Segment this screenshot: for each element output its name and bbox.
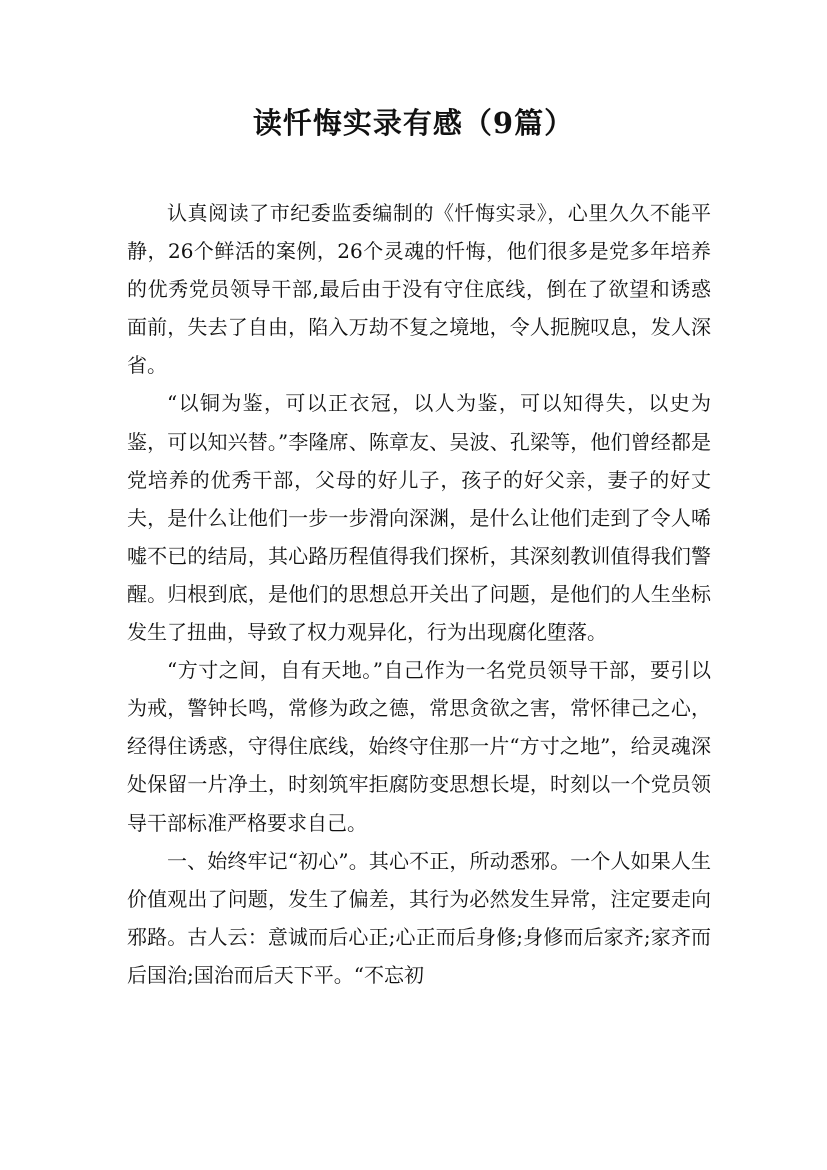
- document-title: 读忏悔实录有感（9篇）: [252, 106, 575, 140]
- paragraph-2: “以铜为鉴，可以正衣冠，以人为鉴，可以知得失，以史为鉴，可以知兴替。”李隆席、陈章友、吴波、孔梁等，他们曾经都是党培养的优秀干部，父母的好儿子，孩子的好父亲，妻子的好丈夫，是什么让他们一步一步滑向深渊，是什么让他们走到了令人唏嘘不已的结局，其心路历程值得我们探析，其深刻教训值得我们警醒。归根到底，是他们的思想总开关出了问题，是他们的人生坐标发生了扭曲，导致了权力观异化，行为出现腐化堕落。: [127, 391, 711, 645]
- paragraph-1: 认真阅读了市纪委监委编制的《忏悔实录》，心里久久不能平静，26个鲜活的案例，26个灵魂的忏悔，他们很多是党多年培养的优秀党员领导干部,最后由于没有守住底线，倒在了欲望和诱惑面前，失去了自由，陷入万劫不复之境地，令人扼腕叹息，发人深省。: [127, 201, 711, 378]
- paragraph-3: “方寸之间，自有天地。”自己作为一名党员领导干部，要引以为戒，警钟长鸣，常修为政之德，常思贪欲之害，常怀律己之心，经得住诱惑，守得住底线，始终守住那一片“方寸之地”，给灵魂深处保留一片净土，时刻筑牢拒腐防变思想长堤，时刻以一个党员领导干部标准严格要求自己。: [127, 658, 711, 835]
- paragraph-4: 一、始终牢记“初心”。其心不正，所动悉邪。一个人如果人生价值观出了问题，发生了偏差，其行为必然发生异常，注定要走向邪路。古人云：意诚而后心正;心正而后身修;身修而后家齐;家齐而后国治;国治而后天下平。“不忘初: [127, 848, 711, 987]
- document-body: [127, 194, 711, 994]
